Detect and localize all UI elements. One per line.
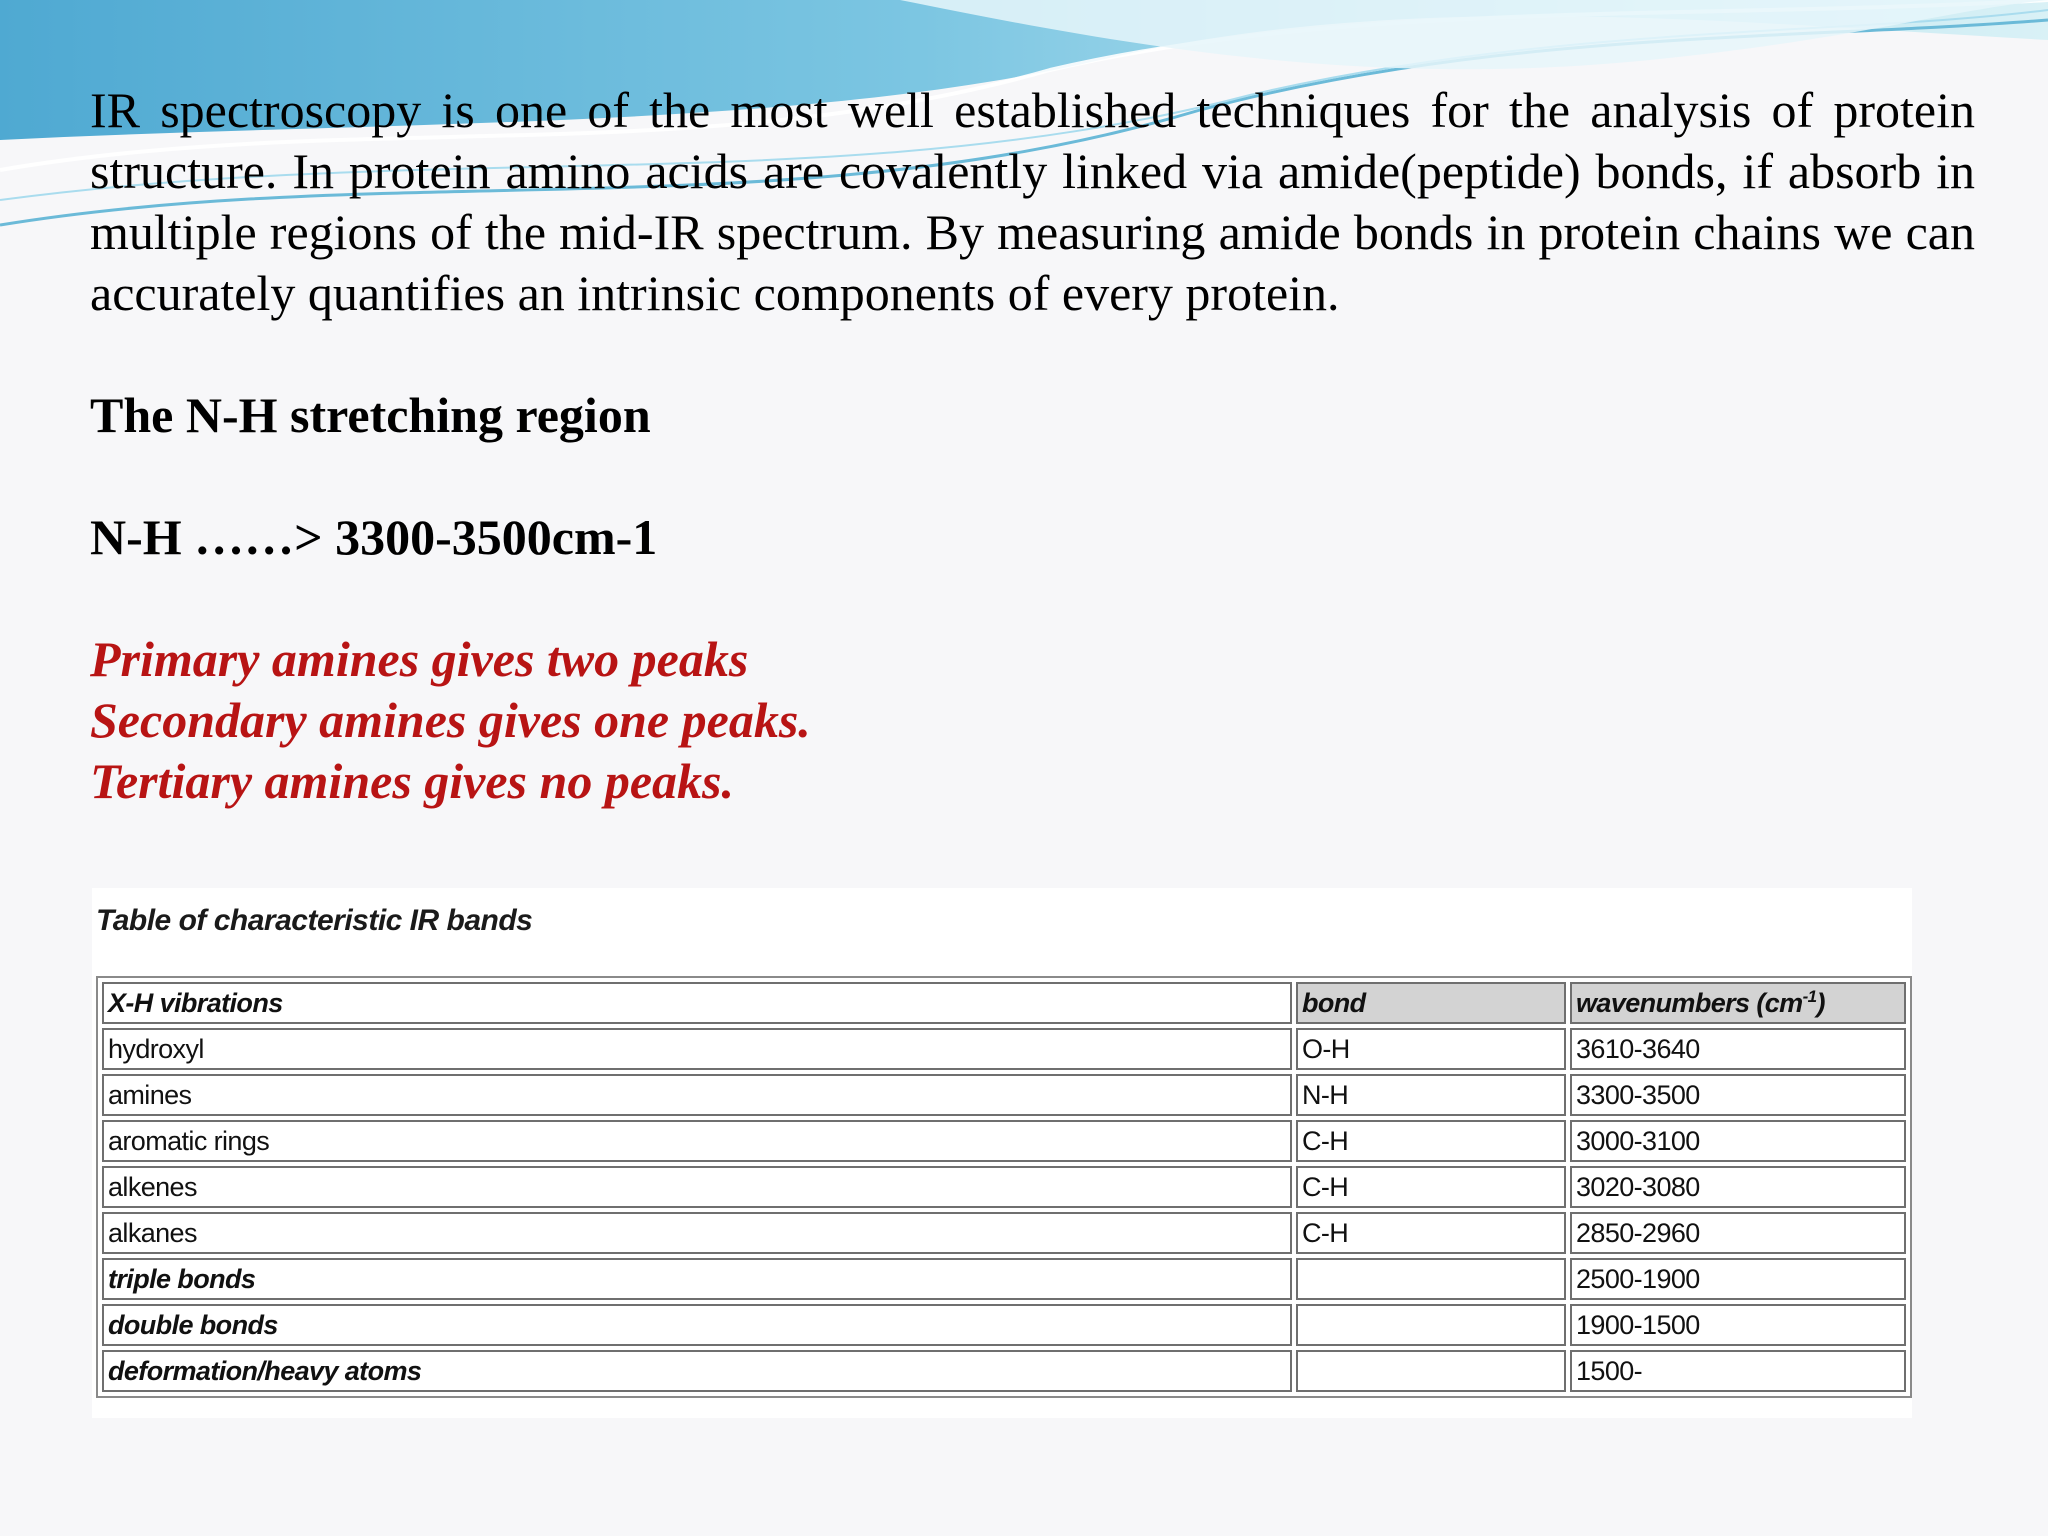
cell-range: 1900-1500 — [1570, 1304, 1906, 1346]
cell-name: deformation/heavy atoms — [102, 1350, 1292, 1392]
amine-notes — [90, 629, 1975, 812]
cell-range: 3000-3100 — [1570, 1120, 1906, 1162]
cell-bond: C-H — [1296, 1120, 1566, 1162]
table-row — [102, 1074, 1906, 1116]
header-xh-vibrations: X-H vibrations — [102, 982, 1292, 1024]
nh-range-line: N-H ……> 3300-3500cm-1 — [90, 509, 658, 565]
table-row — [102, 1258, 1906, 1300]
cell-bond: C-H — [1296, 1166, 1566, 1208]
table-row — [102, 1166, 1906, 1208]
table-row — [102, 1304, 1906, 1346]
cell-name: alkenes — [102, 1166, 1292, 1208]
table-row — [102, 1028, 1906, 1070]
cell-bond — [1296, 1304, 1566, 1346]
cell-bond: N-H — [1296, 1074, 1566, 1116]
cell-name: alkanes — [102, 1212, 1292, 1254]
table-title: Table of characteristic IR bands — [96, 904, 533, 937]
cell-range: 3020-3080 — [1570, 1166, 1906, 1208]
ir-bands-table — [96, 976, 1912, 1398]
cell-range: 2850-2960 — [1570, 1212, 1906, 1254]
cell-bond — [1296, 1258, 1566, 1300]
cell-range: 3610-3640 — [1570, 1028, 1906, 1070]
cell-name: triple bonds — [102, 1258, 1292, 1300]
table-row — [102, 1350, 1906, 1392]
cell-name: aromatic rings — [102, 1120, 1292, 1162]
note-primary-amines: Primary amines gives two peaks — [90, 631, 749, 687]
cell-name: amines — [102, 1074, 1292, 1116]
table-row — [102, 1120, 1906, 1162]
cell-bond: O-H — [1296, 1028, 1566, 1070]
cell-bond — [1296, 1350, 1566, 1392]
ir-bands-table-image — [92, 888, 1912, 1418]
header-bond: bond — [1296, 982, 1566, 1024]
cell-name: hydroxyl — [102, 1028, 1292, 1070]
section-heading: The N-H stretching region — [90, 387, 651, 443]
cell-bond: C-H — [1296, 1212, 1566, 1254]
cell-range: 3300-3500 — [1570, 1074, 1906, 1116]
note-tertiary-amines: Tertiary amines gives no peaks. — [90, 753, 734, 809]
header-wavenumbers: wavenumbers $(cm^{-1})$ — [1570, 982, 1906, 1024]
table-header-row — [102, 982, 1906, 1024]
table-row — [102, 1212, 1906, 1254]
intro-paragraph: IR spectroscopy is one of the most well established techniques for the analysis of protein structure. In protein amino acids are covalently linked via amide(peptide) bonds, if absorb in multiple regions of the mid-IR spectrum. By measuring amide bonds in protein chains we can accurately quantifies an intrinsic components of every protein. — [90, 82, 1975, 321]
note-secondary-amines: Secondary amines gives one peaks. — [90, 692, 811, 748]
cell-range: 2500-1900 — [1570, 1258, 1906, 1300]
cell-range: 1500- — [1570, 1350, 1906, 1392]
slide-body — [90, 80, 1975, 812]
cell-name: double bonds — [102, 1304, 1292, 1346]
